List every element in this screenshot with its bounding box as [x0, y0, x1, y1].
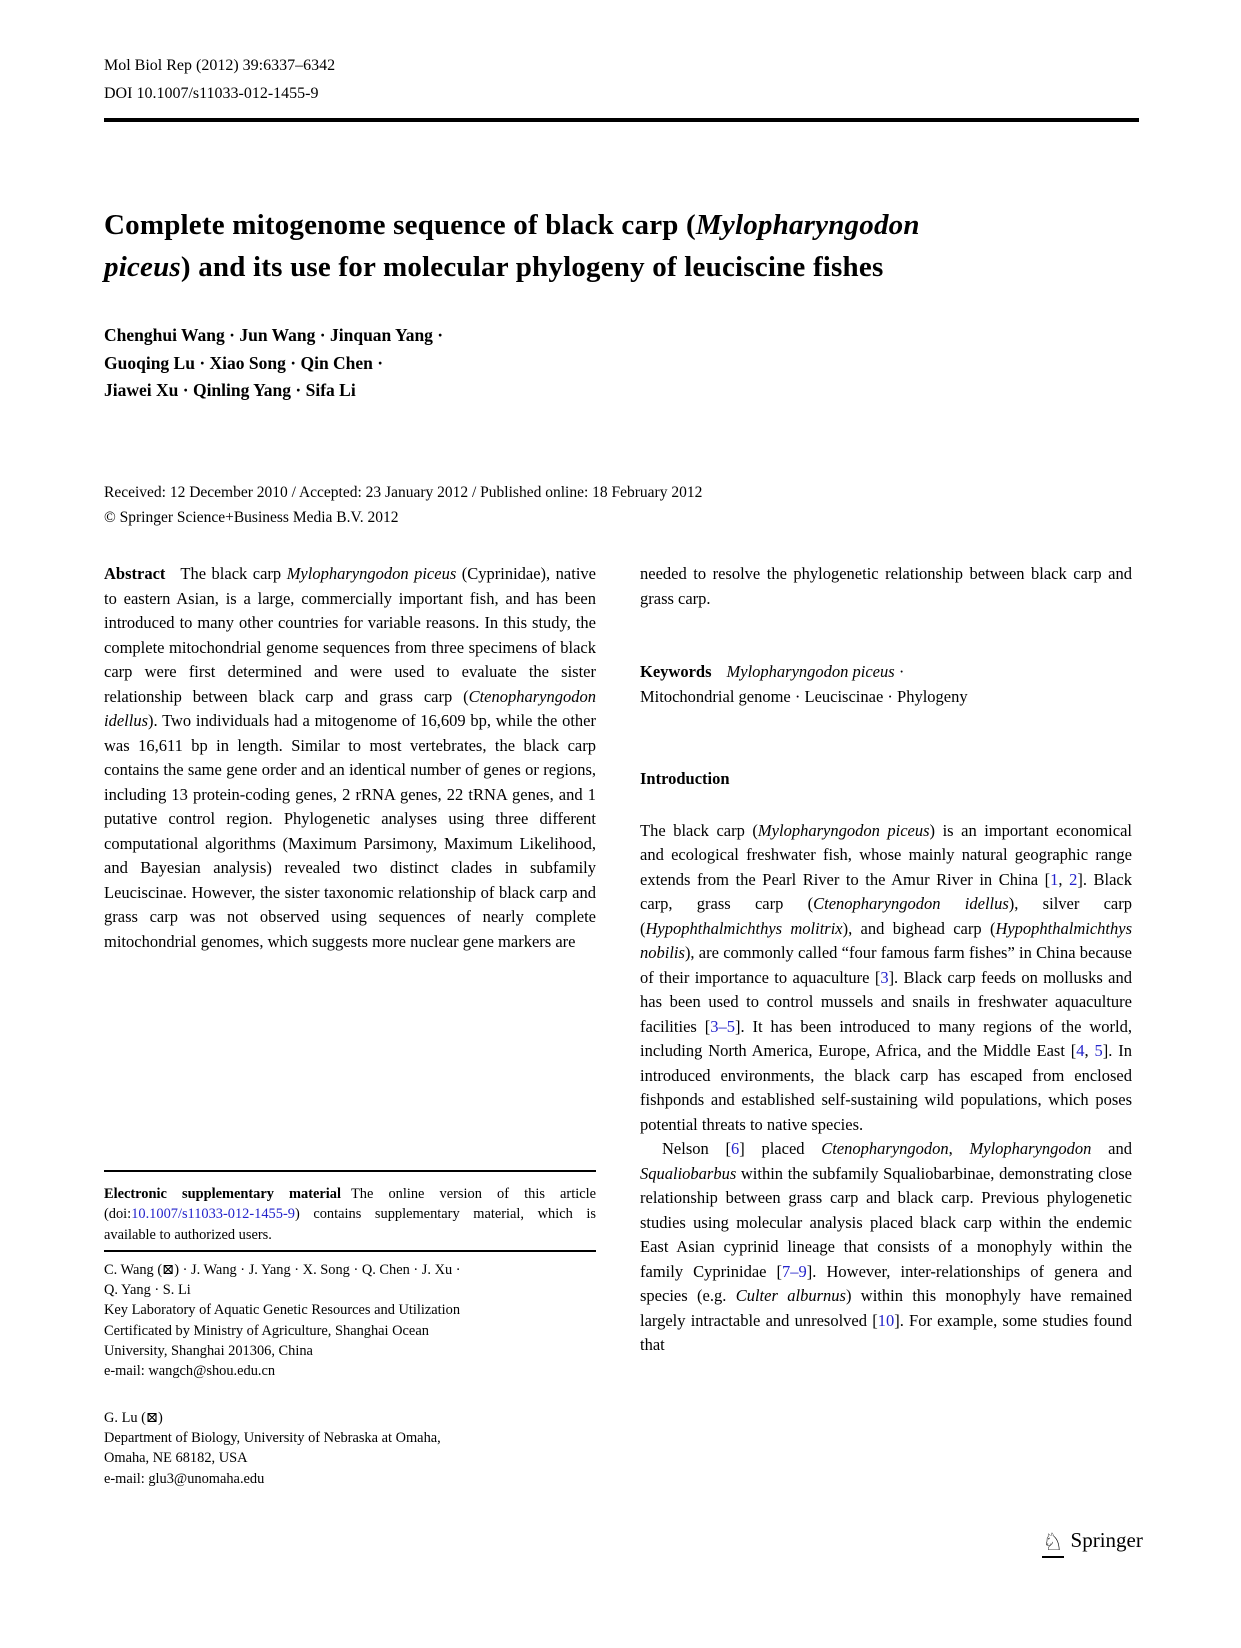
text-line: e-mail: wangch@shou.edu.cn — [104, 1363, 276, 1380]
footnote-rule-1 — [104, 1170, 596, 1172]
text-segment: Mylopharyngodon — [969, 1139, 1092, 1158]
text-segment: ). Two individuals had a mitogenome of 16,609 bp, while the other was 16,611 bp in length. Similar to most vertebrates, the black carp contains the same gene order and an identical number of genes or regions, including 13 protein-coding genes, 2 rRNA genes, 22 tRNA genes, and 1 putative control region. Phylogenetic analyses using three different computational algorithms (Maximum Parsimony, Maximum Likelihood, and Bayesian analysis) revealed two distinct clades in subfamily Leuciscinae. However, the sister taxonomic relationship of black carp and grass carp was not observed using sequences of nearly complete mitochondrial genomes, which suggests more nuclear gene markers are — [104, 711, 596, 951]
text-segment: ] placed — [739, 1139, 822, 1158]
text-segment: ]. In introduced environments, the black carp has escaped from enclosed fishponds and established self-sustaining wild populations, which poses potential threats to native species. — [640, 1041, 1132, 1134]
text-line: Key Laboratory of Aquatic Genetic Resources and Utilization — [104, 1302, 461, 1319]
text-line: Department of Biology, University of Nebraska at Omaha, — [104, 1429, 441, 1446]
keywords-line-1 — [640, 660, 1132, 685]
text-segment: Culter alburnus — [735, 1286, 846, 1305]
springer-wordmark: Springer — [1070, 1528, 1143, 1552]
citation-link[interactable]: 10 — [877, 1310, 895, 1330]
section-heading-introduction: Introduction — [640, 769, 730, 788]
text-line: Omaha, NE 68182, USA — [104, 1450, 248, 1467]
keywords-label: Keywords — [640, 662, 712, 681]
supplementary-label: Electronic supplementary material — [104, 1186, 341, 1202]
text-line: Q. Yang · S. Li — [104, 1282, 191, 1299]
text-segment: Mitochondrial genome · Leuciscinae · Phylogeny — [640, 686, 968, 706]
citation-link[interactable]: 7–9 — [782, 1261, 807, 1281]
text-segment: Mylopharyngodon piceus — [286, 564, 457, 583]
text-line: e-mail: glu3@unomaha.edu — [104, 1470, 265, 1487]
footnote-rule-2 — [104, 1250, 596, 1252]
text-segment: ]. It has been introduced to many regions of the world, including North America, Europe, Africa, and the Middle East [ — [640, 1016, 1132, 1060]
citation-link[interactable]: 1 — [1050, 869, 1059, 889]
text-segment: The black carp — [180, 564, 287, 583]
article-title — [104, 204, 1139, 288]
text-line: Chenghui Wang · Jun Wang · Jinquan Yang · — [104, 325, 444, 345]
left-column — [104, 562, 596, 954]
keywords-block — [640, 660, 1132, 709]
text-segment: Hypophthalmichthys molitrix — [645, 918, 843, 938]
citation-link[interactable]: 10.1007/s11033-012-1455-9 — [131, 1206, 295, 1223]
text-line: G. Lu (⊠) — [104, 1409, 163, 1426]
article-history — [104, 481, 702, 530]
text-segment: within the subfamily Squaliobarbinae, demonstrating close relationship between grass carp and black carp. Previous phylogenetic studies using molecular analysis placed black carp within the endemic East Asian cyprinid lineage that consists of a monophyly within the family Cyprinidae [ — [640, 1163, 1132, 1281]
text-segment: ) contains supplementary material, which is available to authorized users. — [104, 1206, 596, 1243]
citation-link[interactable]: 5 — [1094, 1041, 1103, 1060]
doi-line: DOI 10.1007/s11033-012-1455-9 — [104, 85, 319, 102]
journal-masthead — [104, 52, 335, 108]
text-line: Guoqing Lu · Xiao Song · Qin Chen · — [104, 352, 384, 373]
text-segment: ]. For example, some studies found that — [640, 1310, 1132, 1354]
intro-paragraph-2 — [640, 1137, 1132, 1358]
text-segment: ) and its use for molecular phylogeny of leuciscine fishes — [180, 251, 884, 283]
text-segment: ]. However, inter-relationships of genera and species (e.g. — [640, 1261, 1132, 1305]
citation-link[interactable]: 2 — [1069, 869, 1078, 889]
title-line-2 — [104, 246, 1139, 288]
text-line: Certificated by Ministry of Agriculture, Shanghai Ocean — [104, 1322, 429, 1339]
citation-link[interactable]: 6 — [730, 1139, 740, 1158]
text-segment: ), silver carp ( — [640, 894, 1132, 938]
text-segment: Complete mitogenome sequence of black carp ( — [104, 209, 696, 241]
abstract-continued — [640, 562, 1132, 611]
journal-citation: Mol Biol Rep (2012) 39:6337–6342 — [104, 57, 336, 74]
text-segment: Ctenopharyngodon — [821, 1139, 949, 1158]
affiliation-corresponding-wang — [104, 1260, 596, 1382]
text-segment: (Cyprinidae), native to eastern Asian, is a large, commercially important fish, and has been introduced to many other countries for variable reasons. In this study, the complete mitochondrial genome sequences from three specimens of black carp were first determined and were used to evaluate the sister relationship between black carp and grass carp ( — [104, 564, 596, 706]
citation-link[interactable]: 4 — [1076, 1041, 1085, 1060]
text-segment: ]. Black carp, grass carp ( — [640, 869, 1132, 913]
text-segment: ]. Black carp feeds on mollusks and has been used to control mussels and snails in freshwater aquaculture facilities [ — [640, 967, 1132, 1036]
text-segment: Mylopharyngodon piceus — [757, 820, 930, 840]
text-line: University, Shanghai 201306, China — [104, 1343, 313, 1360]
springer-logo — [1042, 1528, 1143, 1558]
text-segment: Hypophthalmichthys nobilis — [640, 918, 1132, 962]
text-segment: ), are commonly called “four famous farm fishes” in China because of their importance to aquaculture [ — [640, 943, 1132, 987]
affiliation-corresponding-lu — [104, 1408, 596, 1489]
text-segment: ), and bighead carp ( — [842, 918, 996, 938]
text-segment: ) within this monophyly have remained largely intractable and unresolved [ — [640, 1286, 1132, 1330]
springer-knight-icon: ♘ — [1042, 1530, 1064, 1556]
text-segment: Ctenopharyngodon idellus — [813, 894, 1009, 913]
text-segment: · — [894, 662, 905, 681]
received-accepted-line: Received: 12 December 2010 / Accepted: 23 January 2012 / Published online: 18 February 2012 — [104, 484, 703, 501]
text-segment: , — [948, 1139, 970, 1158]
footnotes — [104, 1170, 596, 1489]
keywords-text — [727, 662, 905, 681]
text-segment: piceus — [104, 251, 181, 283]
text-line: Jiawei Xu · Qinling Yang · Sifa Li — [104, 380, 356, 400]
text-segment: ) is an important economical and ecological freshwater fish, whose mainly natural geographic range extends from the Pearl River to the Amur River in China [ — [640, 820, 1132, 889]
text-segment: Mylopharyngodon piceus — [726, 662, 895, 681]
citation-link[interactable]: 3–5 — [710, 1016, 735, 1036]
abstract-text — [104, 564, 596, 951]
abstract-label: Abstract — [104, 564, 166, 583]
abstract-paragraph — [104, 562, 596, 954]
intro-paragraph-1 — [640, 819, 1132, 1138]
header-rule — [104, 118, 1139, 122]
citation-link[interactable]: 3 — [880, 967, 889, 987]
title-line-1 — [104, 204, 1139, 246]
text-line: C. Wang (⊠) · J. Wang · J. Yang · X. Song · Q. Chen · J. Xu · — [104, 1261, 461, 1278]
author-list — [104, 322, 443, 405]
text-segment: , — [1058, 869, 1070, 889]
text-segment: and — [1091, 1139, 1132, 1158]
text-segment: Mylopharyngodon — [695, 209, 920, 241]
supplementary-note — [104, 1184, 596, 1245]
text-segment: , — [1084, 1041, 1095, 1060]
keywords-line-2 — [640, 685, 1132, 710]
text-segment: Squaliobarbus — [640, 1163, 737, 1183]
text-segment: Ctenopharyngodon idellus — [104, 686, 596, 730]
right-column — [640, 562, 1132, 1358]
copyright-line: © Springer Science+Business Media B.V. 2012 — [104, 508, 399, 526]
text-segment: needed to resolve the phylogenetic relationship between black carp and grass carp. — [640, 564, 1132, 608]
text-segment: The online version of this article (doi: — [104, 1186, 596, 1223]
text-segment: The black carp ( — [640, 820, 758, 840]
text-segment: Nelson [ — [662, 1139, 731, 1158]
